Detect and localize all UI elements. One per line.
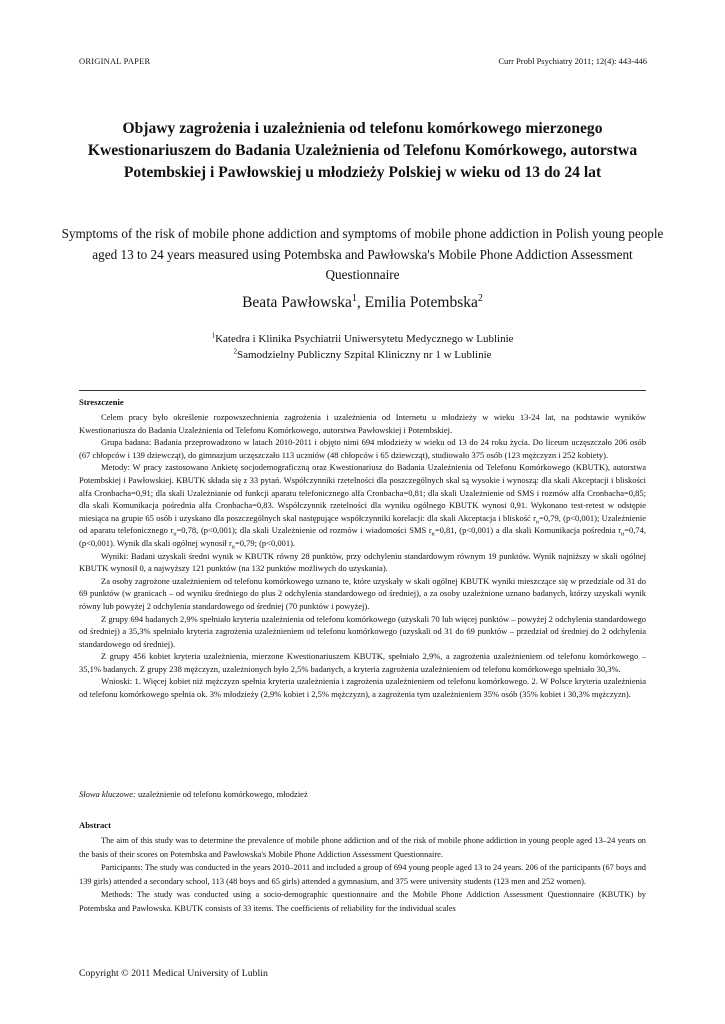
keywords-line	[79, 789, 646, 799]
abstract-paragraph: Wnioski: 1. Więcej kobiet niż mężczyzn spełnia kryteria uzależnienia i zagrożenia uzależnieniem od telefonu komórkowego. 2. W Polsce kryteria uzależnienia od telefonu komórkowego spełnia ok. 3% młodzieży (2,9% kobiet i 2,5% mężczyzn), a zagrożenia tym uzależnieniem 35% osób (35% kobiet i 30,3% mężczyzn).	[79, 676, 646, 700]
abstract-paragraph: Participants: The study was conducted in the years 2010–2011 and included a group of 694 young people aged 13 to 24 years. 206 of the participants (67 boys and 139 girls) attended a secondary school, 113 (48 boys and 65 girls) attended a gymnasium, and 375 were university students (123 men and 252 women).	[79, 863, 646, 886]
keywords-label: Słowa kluczowe:	[79, 789, 136, 799]
text-run: =0,74, (p<0,001). Wynik dla skali ogólnej wynosił r	[79, 525, 646, 548]
abstract-paragraph: The aim of this study was to determine the prevalence of mobile phone addiction and of the risk of mobile phone addiction in young people aged 13–24 years on the basis of their scores on Potembska and Pawłowska's Mobile Phone Addiction Assessment Questionnaire.	[79, 836, 646, 859]
affiliation	[60, 349, 665, 361]
text-run: =0,78, (p<0,001); dla skali Uzależnienie od rozmów i wiadomości SMS r	[176, 525, 432, 536]
abstract-paragraph: Grupa badana: Badania przeprowadzono w latach 2010-2011 i objęto nimi 694 młodzieży w wieku od 13 do 24 roku życia. Do liceum uczęszczało 206 osób (67 chłopców i 139 dziewcząt), do gimnazjum uczęszczało 113 uczniów (48 chłopców i 65 dziewcząt), studiowało 375 osób (123 mężczyzn i 252 kobiety).	[79, 437, 646, 460]
affiliation-text: Samodzielny Publiczny Szpital Kliniczny nr 1 w Lublinie	[237, 349, 492, 361]
abstract-paragraph: Celem pracy było określenie rozpowszechnienia zagrożenia i uzależnienia od Internetu u młodzieży w wieku 13-24 lat, na podstawie wyników Kwestionariusza do Badania Uzależnienia od Telefonu Komórkowego, autorstwa Pawłowskiej i Potembskiej.	[79, 412, 646, 435]
section-heading: Abstract	[79, 820, 111, 830]
section-heading: Streszczenie	[79, 397, 124, 407]
author-name: Beata Pawłowska	[242, 294, 352, 311]
abstract-paragraph: Za osoby zagrożone uzależnieniem od telefonu komórkowego uznano te, które uzyskały w skali ogólnej KBUTK wyniki mieszczące się w przedziale od 31 do 69 punktów (w granicach – od wyniku średniego do plus 2 odchylenia standardowego od średniej), a za osoby uzależnione uznano badanych, którzy uzyskali wynik równy lub powyżej 2 odchylenia standardowego od średniej (70 punktów i powyżej).	[79, 575, 646, 611]
text-run: Metody: W pracy zastosowano Ankietę socjodemograficzną oraz Kwestionariusz do Badania Uzależnienia od Telefonu Komórkowego (KBUTK), autorstwa Potembskiej i Pawłowskiej. KBUTK składa się z 33 pytań. Współczynniki rzetelności dla poszczególnych skal są wysokie i wynoszą: dla skali Akceptacji i bliskości alfa Cronbacha=0,91; dla skali Uzależnianie od funkcji aparatu telefonicznego alfa Cronbacha=0,81; dla skali Uzależnienie od SMS i rozmów alfa Cronbacha=0,85; dla skali Komunikacja pośrednia alfa Cronbacha=0,83. Współczynnik rzetelności dla wyniku ogólnego KBUTK wynosi 0,91. Wykonano test-retest w odstępie miesiąca na grupie 65 osób i uzyskano dla poszczególnych skal następujące współczynniki korelacji: dla skali Akceptacja i bliskość r	[79, 462, 646, 523]
author-name: Emilia Potembska	[364, 294, 478, 311]
text-run: =0,81, (p<0,001) a dla skali Komunikacja pośrednia r	[434, 525, 622, 536]
subscript: tt	[621, 532, 625, 539]
text-run: =0,79, (p<0,001); Uzależnienie od aparatu telefonicznego r	[79, 512, 646, 536]
journal-citation: Curr Probl Psychiatry 2011; 12(4): 443-446	[498, 56, 647, 66]
affiliation	[60, 333, 665, 345]
author-list	[60, 294, 665, 312]
streszczenie-section	[79, 397, 646, 701]
paper-type-label: ORIGINAL PAPER	[79, 56, 151, 66]
text-run: =0,79; (p<0,001).	[234, 537, 296, 548]
section-divider	[79, 390, 646, 391]
abstract-paragraph: Z grupy 456 kobiet kryteria uzależnienia, mierzone Kwestionariuszem KBUTK, spełniało 2,9%, a zagrożenia uzależnieniem od telefonu komórkowego – 35,1% badanych. Z grupy 238 mężczyzn, uzależnionych było 2,5% badanych, a kryteria zagrożenia uzależnieniem od telefonu komórkowego spełniało 30,3%.	[79, 651, 646, 674]
subscript: tt	[431, 532, 435, 539]
subscript: tt	[173, 532, 177, 539]
affiliation-mark: 2	[233, 347, 238, 356]
title-polish: Objawy zagrożenia i uzależnienia od telefonu komórkowego mierzonego Kwestionariuszem do Badania Uzależnienia od Telefonu Komórkowego, autorstwa Potembskiej i Pawłowskiej u młodzieży Polskiej w wieku od 13 do 24 lat	[87, 120, 638, 181]
affiliation-mark: 1	[211, 331, 216, 340]
affiliation-text: Katedra i Klinika Psychiatrii Uniwersytetu Medycznego w Lublinie	[215, 333, 514, 345]
author-affiliation-mark: 1	[351, 292, 357, 304]
author-separator: ,	[356, 294, 365, 311]
author-affiliation-mark: 2	[477, 292, 483, 304]
abstract-paragraph	[79, 461, 646, 549]
abstract-section	[79, 820, 646, 916]
title-english: Symptoms of the risk of mobile phone addiction and symptoms of mobile phone addiction in Polish young people aged 13 to 24 years measured using Potembska and Pawłowska's Mobile Phone Addiction Assessment Questionnaire	[61, 226, 664, 282]
copyright-footer: Copyright © 2011 Medical University of Lublin	[79, 968, 268, 979]
abstract-paragraph: Methods: The study was conducted using a socio-demographic questionnaire and the Mobile Phone Addiction Assessment Questionnaire (KBUTK) by Potembska and Pawłowska. KBUTK consists of 33 items. The coefficients of reliability for the individual scales	[79, 890, 646, 913]
abstract-paragraph: Wyniki: Badani uzyskali średni wynik w KBUTK równy 28 punktów, przy odchyleniu standardowym równym 19 punktów. Wynik najniższy w skali ogólnej KBUTK wynosił 0, a najwyższy 121 punktów (na 132 punktów możliwych do uzyskania).	[79, 550, 646, 574]
subscript: tt	[535, 519, 540, 526]
subscript: tt	[231, 544, 235, 551]
abstract-paragraph: Z grupy 694 badanych 2,9% spełniało kryteria uzależnienia od telefonu komórkowego (uzyskali 70 lub więcej punktów – powyżej 2 odchylenia standardowego od średniej) a 35,3% spełniało kryteria zagrożenia uzależnieniem od telefonu komórkowego (uzyskali od 31 do 69 punktów – przedział od średniej do 2 odchylenia standardowego od średniej).	[79, 613, 646, 649]
keywords-text: uzależnienie od telefonu komórkowego, młodzież	[135, 789, 308, 799]
